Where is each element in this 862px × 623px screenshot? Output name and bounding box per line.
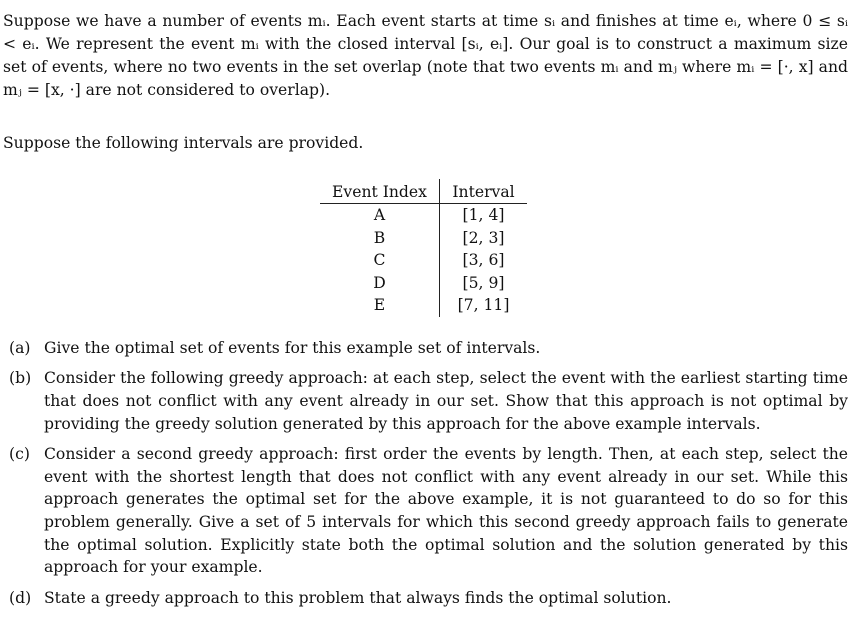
question-text: Give the optimal set of events for this example set of intervals. [44,339,541,357]
question-label: (c) [9,444,30,463]
intro-paragraph [3,10,848,102]
interval-cell: [1, 4] [462,206,505,224]
question-text: State a greedy approach to this problem that always finds the optimal solution. [44,588,672,607]
question-label: (b) [9,369,32,388]
column-header-interval: Interval [440,179,528,204]
question-text: Consider a second greedy approach: first order the events by length. Then, at each step, select the event with the shortest length that does not conflict with any event already in our set. While this approach generates the optimal set for the above example, it is not guaranteed to do so for this problem generally. Give a set of 5 intervals for which this second greedy approach fails to generate the optimal solution. Explicitly state both the optimal solution and the solution generated by this approach for your example. [44,444,848,577]
question-b [9,367,848,435]
event-index-cell: D [320,272,440,295]
event-index-cell: C [320,249,440,272]
question-a [9,337,848,360]
interval-cell: [5, 9] [462,273,505,292]
interval-cell: [2, 3] [462,228,505,247]
event-index-cell: A [320,204,440,227]
question-label: (a) [9,339,31,357]
question-c [9,443,848,579]
interval-cell: [3, 6] [462,251,505,269]
question-label: (d) [9,588,32,607]
table-row [320,249,527,272]
table-row [320,227,527,250]
table-row [320,204,527,227]
intervals-table [320,179,527,317]
table-header-row [320,179,527,204]
column-header-event-index: Event Index [320,179,440,204]
question-text: Consider the following greedy approach: at each step, select the event with the earliest starting time that does not conflict with any event already in our set. Show that this approach is not optimal by providing the greedy solution generated by this approach for the above example intervals. [44,369,848,433]
lead-sentence: Suppose the following intervals are provided. [3,134,364,152]
event-index-cell: E [320,294,440,317]
event-index-cell: B [320,227,440,250]
question-d [9,587,848,610]
table-row [320,294,527,317]
question-list [9,337,848,617]
table-row [320,272,527,295]
interval-cell: [7, 11] [457,296,510,314]
intro-text: Suppose we have a number of events mᵢ. Each event starts at time sᵢ and finishes at time eᵢ, where 0 ≤ sᵢ < eᵢ. We represent the event mᵢ with the closed interval [sᵢ, eᵢ]. Our goal is to construct a maximum size set of events, where no two events in the set overlap (note that two events mᵢ and mⱼ where mᵢ = [·, x] and mⱼ = [x, ·] are not considered to overlap). [3,12,848,99]
